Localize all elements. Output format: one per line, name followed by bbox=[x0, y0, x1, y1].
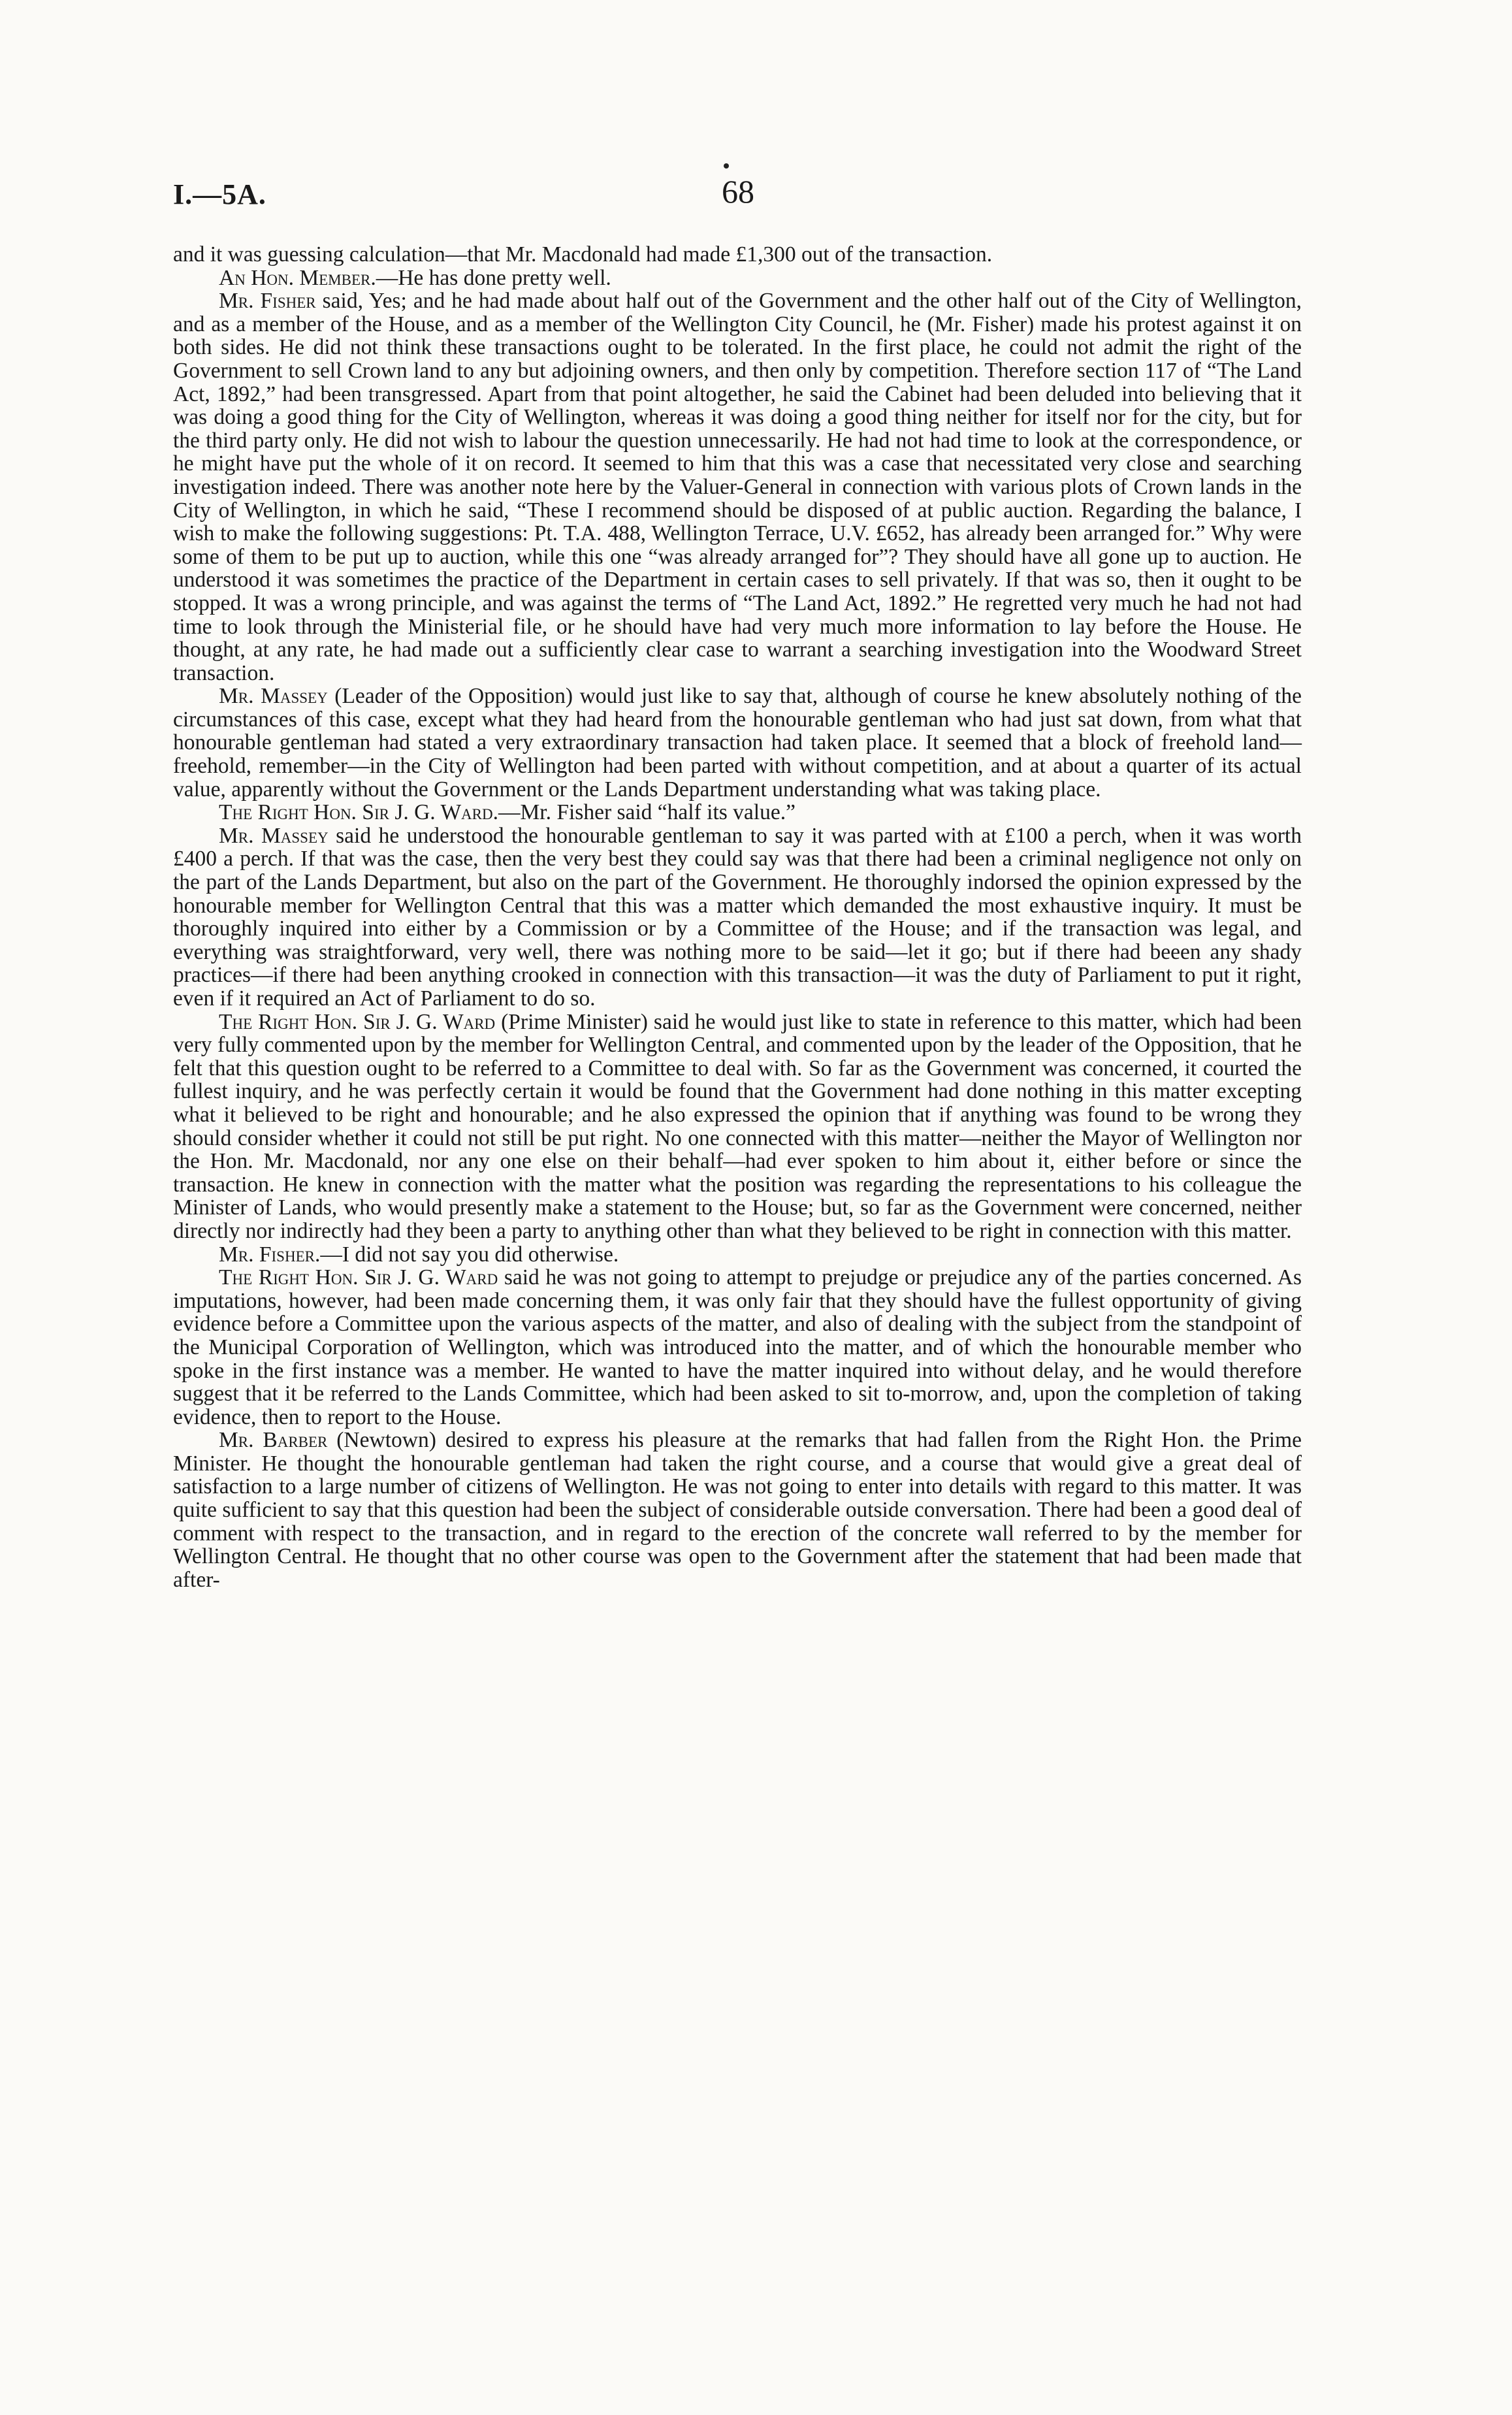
paragraph bbox=[173, 1429, 1302, 1591]
speaker-name: The Right Hon. Sir J. G. Ward. bbox=[219, 800, 498, 825]
speaker-name: The Right Hon. Sir J. G. Ward bbox=[219, 1265, 498, 1290]
paragraph-text: —Mr. Fisher said “half its value.” bbox=[498, 800, 796, 825]
speaker-name: The Right Hon. Sir J. G. Ward bbox=[219, 1009, 496, 1034]
paragraph bbox=[173, 243, 1302, 267]
paragraph bbox=[173, 685, 1302, 801]
section-reference: I.—5A. bbox=[173, 178, 266, 210]
speaker-name: An Hon. Member. bbox=[219, 265, 376, 290]
paragraph-text: —He has done pretty well. bbox=[376, 265, 611, 290]
paragraph-text: (Leader of the Opposition) would just like to say that, although of course he knew absolutely nothing of the circumstances of this case, except what they had heard from the honourable gentleman who had just sat down, from what that honourable gentleman had stated a very extraordinary transaction had taken place. It seemed that a block of freehold land—freehold, remember—in the City of Wellington had been parted with without competition, and at about a quarter of its actual value, apparently without the Government or the Lands Department understanding what was taking place. bbox=[173, 684, 1302, 802]
ink-dot bbox=[724, 163, 729, 169]
paragraph-text: said he was not going to attempt to prejudge or prejudice any of the parties concerned. As imputations, however, had been made concerning them, it was only fair that they should have the fullest opportunity of giving evidence before a Committee upon the various aspects of the matter, and also of dealing with the subject from the standpoint of the Municipal Corporation of Wellington, which was introduced into the matter, and of which the honourable member who spoke in the first instance was a member. He wanted to have the matter inquired into without delay, and he would therefore suggest that it be referred to the Lands Committee, which had been asked to sit to-morrow, and, upon the completion of taking evidence, then to report to the House. bbox=[173, 1265, 1302, 1429]
paragraph-text: (Newtown) desired to express his pleasure at the remarks that had fallen from the Right Hon. the Prime Minister. He thought the honourable gentleman had taken the right course, and a course that would give a great deal of satisfaction to a large number of citizens of Wellington. He was not going to enter into details with regard to this matter. It was quite sufficient to say that this question had been the subject of considerable outside conversation. There had been a good deal of comment with respect to the transaction, and in regard to the erection of the concrete wall referred to by the member for Wellington Central. He thought that no other course was open to the Government after the statement that had been made that after- bbox=[173, 1428, 1302, 1592]
body-text bbox=[173, 243, 1302, 1591]
page-number: 68 bbox=[722, 173, 754, 210]
paragraph bbox=[173, 1243, 1302, 1267]
paragraph bbox=[173, 1266, 1302, 1429]
paragraph bbox=[173, 1011, 1302, 1243]
paragraph-text: and it was guessing calculation—that Mr. Macdonald had made £1,300 out of the transaction. bbox=[173, 242, 993, 267]
speaker-name: Mr. Fisher bbox=[219, 289, 316, 314]
paragraph bbox=[173, 289, 1302, 685]
paragraph bbox=[173, 824, 1302, 1011]
speaker-name: Mr. Massey bbox=[219, 823, 329, 848]
paragraph-text: (Prime Minister) said he would just like to state in reference to this matter, which had been very fully commented upon by the member for Wellington Central, and commented upon by the leader of the Opposition, that he felt that this question ought to be referred to a Committee to deal with. So far as the Government was concerned, it courted the fullest inquiry, and he was perfectly certain it would be found that the Government had done nothing in this matter excepting what it believed to be right and honourable; and he also expressed the opinion that if anything was found to be wrong they should consider whether it could not still be put right. No one connected with this matter—neither the Mayor of Wellington nor the Hon. Mr. Macdonald, nor any one else on their behalf—had ever spoken to him about it, either before or since the transaction. He knew in connection with the matter what the position was regarding the representations to his colleague the Minister of Lands, who would presently make a statement to the House; but, so far as the Government were concerned, neither directly nor indirectly had they been a party to anything other than what they believed to be right in connection with this matter. bbox=[173, 1009, 1302, 1243]
paragraph bbox=[173, 267, 1302, 290]
paragraph-text: said he understood the honourable gentleman to say it was parted with at £100 a perch, when it was worth £400 a perch. If that was the case, then the very best they could say was that there had been a criminal negligence not only on the part of the Lands Department, but also on the part of the Government. He thoroughly indorsed the opinion expressed by the honourable member for Wellington Central that this was a matter which demanded the most exhaustive inquiry. It must be thoroughly inquired into either by a Commission or by a Committee of the House; and if the transaction was legal, and everything was straightforward, very well, there was nothing more to be said—let it go; but if there had beeen any shady practices—if there had been anything crooked in connection with this transaction—it was the duty of Parliament to put it right, even if it required an Act of Parliament to do so. bbox=[173, 823, 1302, 1011]
page-header bbox=[173, 173, 1329, 223]
paragraph-text: —I did not say you did otherwise. bbox=[320, 1242, 619, 1267]
paragraph-text: said, Yes; and he had made about half out of the Government and the other half out of the City of Wellington, and as a member of the House, and as a member of the Wellington City Council, he (Mr. Fisher) made his protest against it on both sides. He did not think these transactions ought to be tolerated. In the first place, he could not admit the right of the Government to sell Crown land to any but adjoining owners, and then only by competition. Therefore section 117 of “The Land Act, 1892,” had been transgressed. Apart from that point altogether, he said the Cabinet had been deluded into believing that it was doing a good thing for the City of Wellington, whereas it was doing a good thing neither for itself nor for the city, but for the third party only. He did not wish to labour the question unnecessarily. He had not had time to look at the correspondence, or he might have put the whole of it on record. It seemed to him that this was a case that necessitated very close and searching investigation indeed. There was another note here by the Valuer-General in connection with various plots of Crown lands in the City of Wellington, in which he said, “These I recommend should be disposed of at public auction. Regarding the balance, I wish to make the following suggestions: Pt. T.A. 488, Wellington Terrace, U.V. £652, has already been arranged for.” Why were some of them to be put up to auction, while this one “was already arranged for”? They should have all gone up to auction. He understood it was sometimes the practice of the Department in certain cases to sell privately. If that was so, then it ought to be stopped. It was a wrong principle, and was against the terms of “The Land Act, 1892.” He regretted very much he had not had time to look through the Ministerial file, or he should have had very much more information to lay before the House. He thought, at any rate, he had made out a sufficiently clear case to warrant a searching investigation into the Woodward Street transaction. bbox=[173, 289, 1302, 685]
speaker-name: Mr. Massey bbox=[219, 684, 328, 709]
paragraph bbox=[173, 801, 1302, 824]
speaker-name: Mr. Barber bbox=[219, 1428, 328, 1453]
speaker-name: Mr. Fisher. bbox=[219, 1242, 321, 1267]
